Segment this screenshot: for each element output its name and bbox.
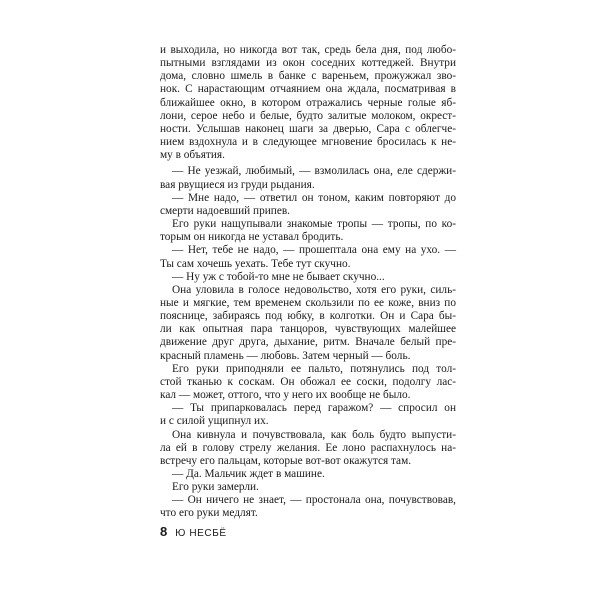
text-line: — Нет, тебе не надо, — прошептала она ему на ухо. — bbox=[172, 244, 456, 257]
paragraph bbox=[160, 44, 456, 162]
text-line: встречу его пальцам, которые вот-вот окажутся там. bbox=[160, 454, 412, 467]
text-line: нием вздохнула и в следующее мгновение бросилась к не- bbox=[160, 136, 456, 149]
paragraph bbox=[160, 271, 456, 284]
text-line: движение друг друга, дыхание, ритм. Вначале белый пре- bbox=[160, 336, 456, 349]
text-line: — Да. Мальчик ждет в машине. bbox=[172, 468, 325, 480]
text-line: му в объятия. bbox=[160, 149, 225, 162]
text-line: смерти надоевший припев. bbox=[160, 204, 290, 217]
page-number: 8 bbox=[160, 524, 168, 539]
text-line: торым он никогда не уставал бродить. bbox=[160, 231, 344, 244]
paragraph bbox=[160, 429, 456, 468]
running-head-author: Ю НЕСБЁ bbox=[175, 528, 227, 539]
text-line: Она уловила в голосе недовольство, хотя его руки, силь- bbox=[172, 283, 456, 296]
text-line: Его руки приподняли ее пальто, потянулись под тол- bbox=[172, 362, 456, 375]
text-line: ли как опытная пара танцоров, чувствующих малейшее bbox=[160, 323, 456, 336]
paragraph bbox=[160, 402, 456, 428]
text-line: — Не уезжай, любимый, — взмолилась она, еле сдержи- bbox=[172, 165, 456, 178]
text-line: кал — может, оттого, что у него их вообще не было. bbox=[160, 389, 411, 402]
text-line: Она кивнула и почувствовала, как боль будто выпусти- bbox=[172, 428, 456, 441]
text-line: ла ей в голову стрелу желания. Ее лоно распахнулось на- bbox=[160, 441, 456, 454]
text-line: Его руки замерли. bbox=[172, 481, 259, 494]
paragraph bbox=[160, 192, 456, 218]
paragraph bbox=[160, 218, 456, 244]
text-line: красный пламень — любовь. Затем черный — боль. bbox=[160, 349, 411, 362]
page-footer bbox=[160, 524, 227, 540]
paragraph bbox=[160, 244, 456, 270]
body-text bbox=[160, 44, 456, 521]
text-line: вая рвущиеся из груди рыдания. bbox=[160, 178, 315, 191]
text-line: — Мне надо, — ответил он тоном, каким повторяют до bbox=[172, 191, 456, 204]
text-line: — Ну уж с тобой-то мне не бывает скучно... bbox=[172, 270, 385, 283]
paragraph bbox=[160, 468, 456, 481]
paragraph bbox=[160, 494, 456, 520]
paragraph bbox=[160, 284, 456, 363]
text-line: стой тканью к соскам. Он обожал ее соски, подолгу лас- bbox=[160, 375, 456, 388]
text-line: пояснице, забираясь под юбку, в колготки. Он и Сара бы- bbox=[160, 310, 456, 323]
text-line: ности. Услышав наконец шаги за дверью, Сара с облегче- bbox=[160, 122, 456, 135]
text-line: Его руки нащупывали знакомые тропы — тропы, по ко- bbox=[172, 218, 456, 231]
text-line: лони, серое небо и белые, будто залитые молоком, окрест- bbox=[160, 109, 456, 122]
text-line: Ты сам хочешь уехать. Тебе тут скучно. bbox=[160, 257, 351, 270]
text-line: ближайшее окно, в котором отражались черные голые яб- bbox=[160, 96, 456, 109]
paragraph bbox=[160, 165, 456, 191]
text-line: — Ты припарковалась перед гаражом? — спросил он bbox=[172, 402, 456, 415]
text-line: и выходила, но никогда вот так, средь бела дня, под любо- bbox=[160, 44, 456, 56]
text-line: дома, словно шмель в банке с вареньем, прожужжал зво- bbox=[160, 70, 456, 83]
paragraph bbox=[160, 363, 456, 402]
text-line: нок. С нарастающим отчаянием она ждала, посматривая в bbox=[160, 83, 456, 96]
paragraph bbox=[160, 481, 456, 494]
text-line: пытными взглядами из окон соседних коттеджей. Внутри bbox=[160, 57, 456, 70]
text-line: ные и мягкие, тем временем скользили по ее коже, вниз по bbox=[160, 296, 456, 309]
text-line: — Он ничего не знает, — простонала она, почувствовав, bbox=[172, 494, 456, 507]
text-line: что его руки медлят. bbox=[160, 507, 258, 520]
text-line: и с силой ущипнул их. bbox=[160, 415, 269, 428]
